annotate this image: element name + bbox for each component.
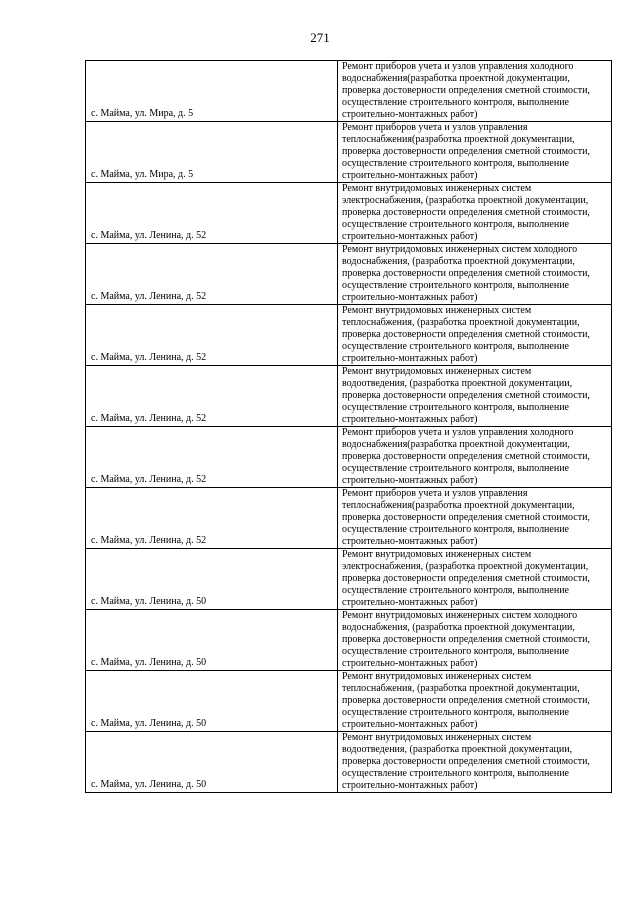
address-cell: с. Майма, ул. Ленина, д. 52 xyxy=(86,488,338,549)
work-description-cell: Ремонт внутридомовых инженерных систем холодного водоснабжения, (разработка проектной документации, проверка достоверности определения сметной стоимости, осуществление строительного контроля, выполнение строительно-монтажных работ) xyxy=(338,244,612,305)
address-cell: с. Майма, ул. Ленина, д. 52 xyxy=(86,366,338,427)
work-description-cell: Ремонт приборов учета и узлов управления теплоснабжения(разработка проектной документации, проверка достоверности определения сметной стоимости, осуществление строительного контроля, выполнение строительно-монтажных работ) xyxy=(338,488,612,549)
work-description-cell: Ремонт приборов учета и узлов управления холодного водоснабжения(разработка проектной документации, проверка достоверности определения сметной стоимости, осуществление строительного контроля, выполнение строительно-монтажных работ) xyxy=(338,61,612,122)
work-description-cell: Ремонт приборов учета и узлов управления теплоснабжения(разработка проектной документации, проверка достоверности определения сметной стоимости, осуществление строительного контроля, выполнение строительно-монтажных работ) xyxy=(338,122,612,183)
work-description-cell: Ремонт приборов учета и узлов управления холодного водоснабжения(разработка проектной документации, проверка достоверности определения сметной стоимости, осуществление строительного контроля, выполнение строительно-монтажных работ) xyxy=(338,427,612,488)
address-cell: с. Майма, ул. Ленина, д. 52 xyxy=(86,183,338,244)
table-row xyxy=(86,427,612,488)
work-description-cell: Ремонт внутридомовых инженерных систем холодного водоснабжения, (разработка проектной документации, проверка достоверности определения сметной стоимости, осуществление строительного контроля, выполнение строительно-монтажных работ) xyxy=(338,610,612,671)
table-row xyxy=(86,183,612,244)
work-description-cell: Ремонт внутридомовых инженерных систем электроснабжения, (разработка проектной документации, проверка достоверности определения сметной стоимости, осуществление строительного контроля, выполнение строительно-монтажных работ) xyxy=(338,549,612,610)
work-description-cell: Ремонт внутридомовых инженерных систем водоотведения, (разработка проектной документации, проверка достоверности определения сметной стоимости, осуществление строительного контроля, выполнение строительно-монтажных работ) xyxy=(338,366,612,427)
work-description-cell: Ремонт внутридомовых инженерных систем водоотведения, (разработка проектной документации, проверка достоверности определения сметной стоимости, осуществление строительного контроля, выполнение строительно-монтажных работ) xyxy=(338,732,612,793)
table-row xyxy=(86,732,612,793)
table-row xyxy=(86,122,612,183)
table-row xyxy=(86,244,612,305)
table-row xyxy=(86,671,612,732)
address-cell: с. Майма, ул. Ленина, д. 50 xyxy=(86,732,338,793)
work-description-cell: Ремонт внутридомовых инженерных систем теплоснабжения, (разработка проектной документации, проверка достоверности определения сметной стоимости, осуществление строительного контроля, выполнение строительно-монтажных работ) xyxy=(338,305,612,366)
address-cell: с. Майма, ул. Ленина, д. 50 xyxy=(86,610,338,671)
table-row xyxy=(86,549,612,610)
table-row xyxy=(86,61,612,122)
address-cell: с. Майма, ул. Ленина, д. 50 xyxy=(86,549,338,610)
table-row xyxy=(86,366,612,427)
table-row xyxy=(86,610,612,671)
works-table xyxy=(85,60,612,793)
address-cell: с. Майма, ул. Ленина, д. 50 xyxy=(86,671,338,732)
address-cell: с. Майма, ул. Мира, д. 5 xyxy=(86,122,338,183)
address-cell: с. Майма, ул. Ленина, д. 52 xyxy=(86,427,338,488)
address-cell: с. Майма, ул. Ленина, д. 52 xyxy=(86,244,338,305)
work-description-cell: Ремонт внутридомовых инженерных систем электроснабжения, (разработка проектной документации, проверка достоверности определения сметной стоимости, осуществление строительного контроля, выполнение строительно-монтажных работ) xyxy=(338,183,612,244)
address-cell: с. Майма, ул. Мира, д. 5 xyxy=(86,61,338,122)
address-cell: с. Майма, ул. Ленина, д. 52 xyxy=(86,305,338,366)
table-row xyxy=(86,305,612,366)
table-row xyxy=(86,488,612,549)
work-description-cell: Ремонт внутридомовых инженерных систем теплоснабжения, (разработка проектной документации, проверка достоверности определения сметной стоимости, осуществление строительного контроля, выполнение строительно-монтажных работ) xyxy=(338,671,612,732)
page-number: 271 xyxy=(310,30,330,45)
